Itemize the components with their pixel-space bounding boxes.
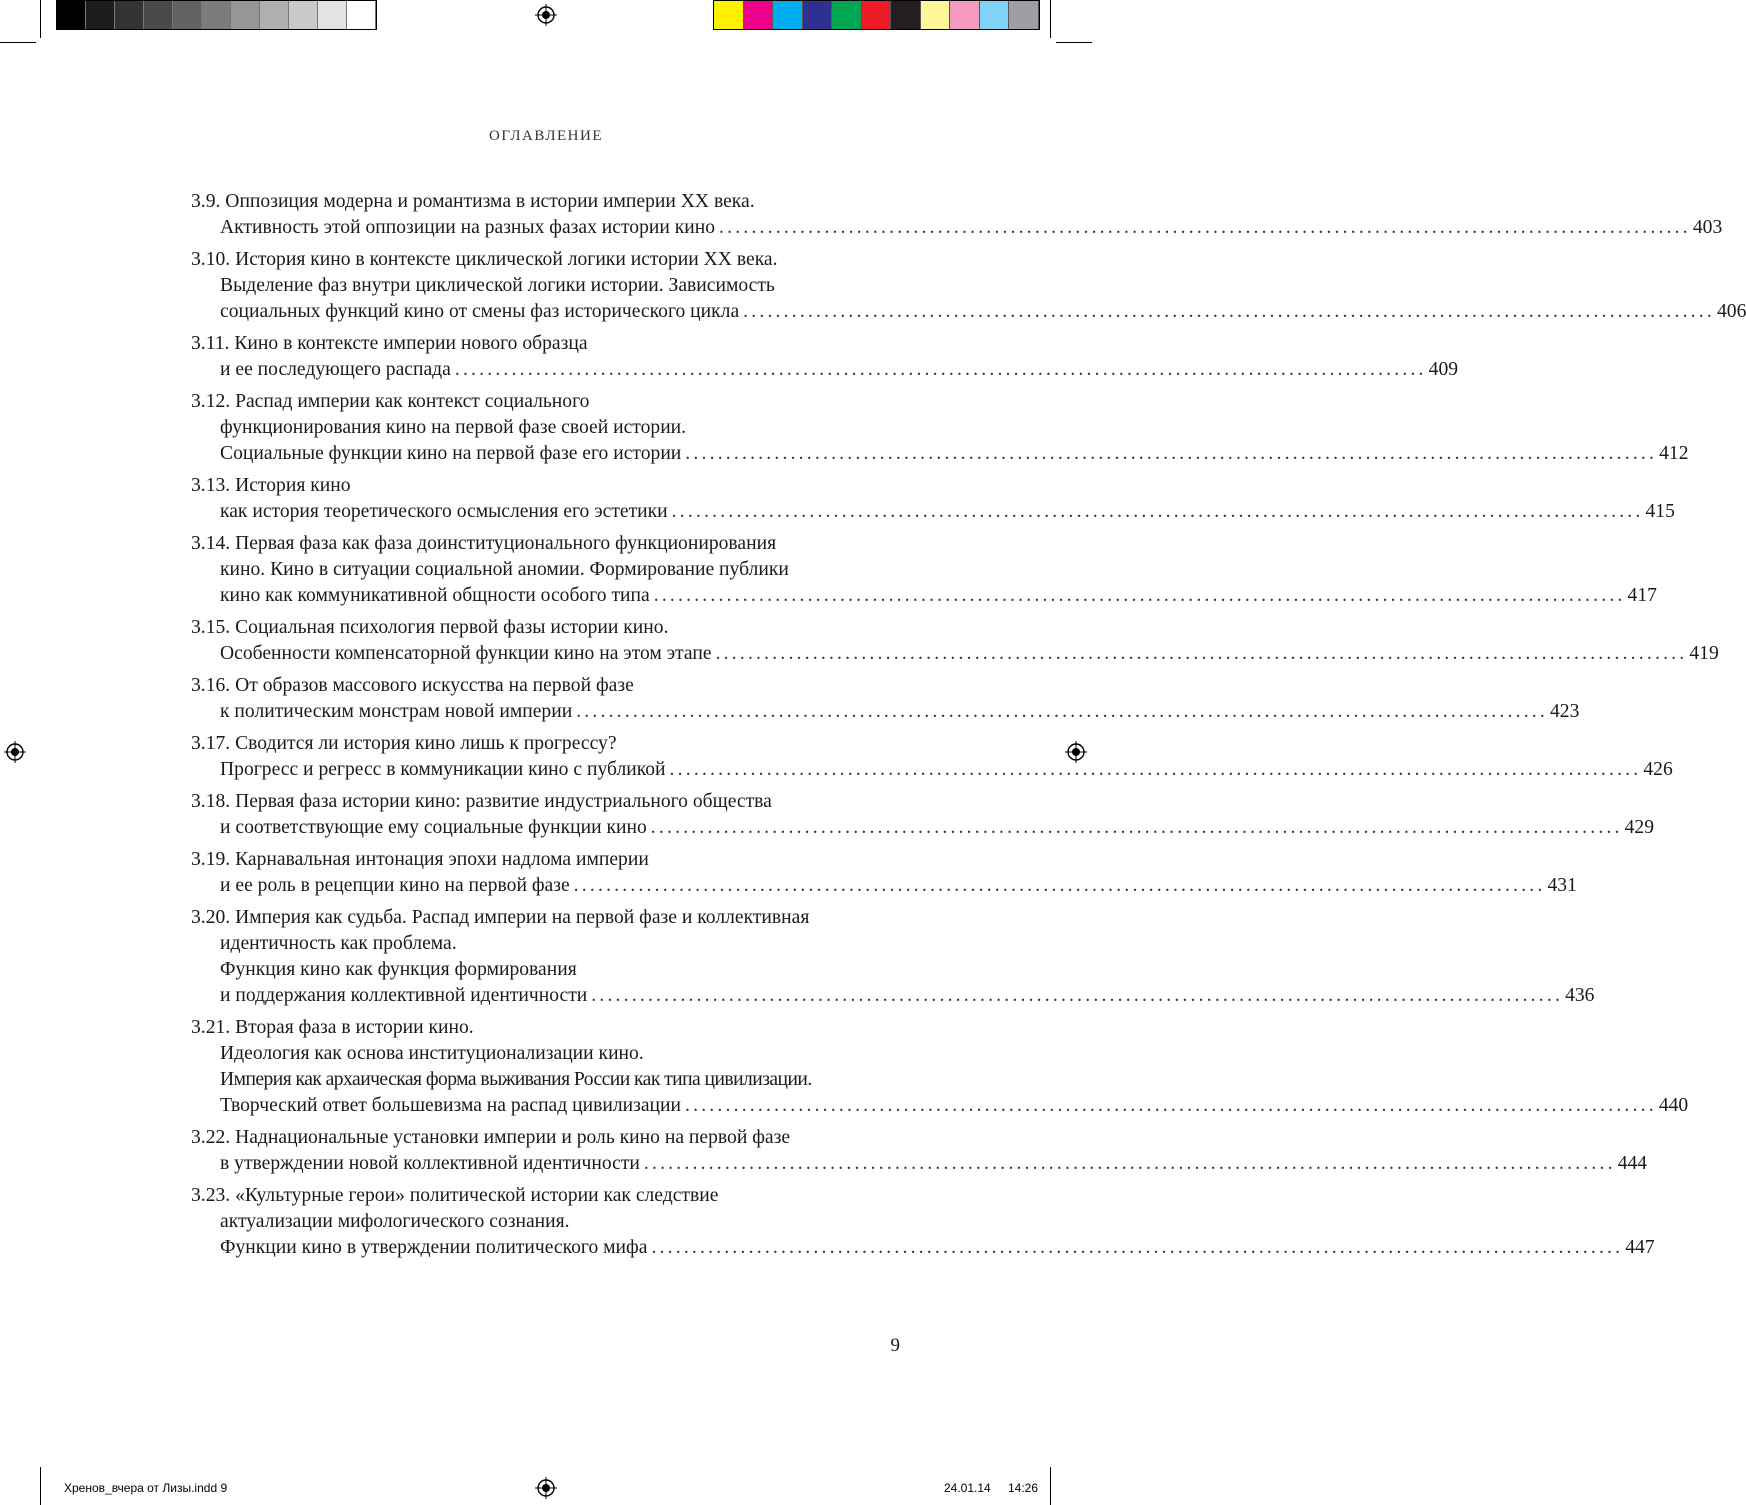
toc-entry-last-line bbox=[191, 699, 1580, 725]
color-swatch bbox=[980, 1, 1010, 29]
crop-mark bbox=[40, 0, 41, 38]
gray-swatch bbox=[202, 1, 231, 29]
toc-entry-text: кино. Кино в ситуации социальной аномии. Формирование публики bbox=[220, 559, 789, 580]
leader-dots: ........................................................................................................................ bbox=[650, 817, 1623, 838]
gray-swatch bbox=[57, 1, 86, 29]
toc-page-number: 409 bbox=[1428, 359, 1459, 380]
toc-entry-text: функционирования кино на первой фазе своей истории. bbox=[220, 417, 687, 438]
toc-entry[interactable] bbox=[191, 905, 1595, 1009]
toc-entry-text: как история теоретического осмысления его эстетики bbox=[220, 501, 668, 522]
toc-entry[interactable] bbox=[191, 331, 1459, 383]
toc-entry-text: Империя как архаическая форма выживания России как типа цивилизации. bbox=[220, 1069, 812, 1090]
crop-mark bbox=[40, 1467, 41, 1505]
crop-mark bbox=[1050, 1467, 1051, 1505]
color-swatch bbox=[862, 1, 892, 29]
color-swatch bbox=[773, 1, 803, 29]
toc-entry-last-line bbox=[191, 499, 1675, 525]
toc-page-number: 431 bbox=[1547, 875, 1577, 896]
toc-entry-text: идентичность как проблема. bbox=[220, 933, 457, 954]
color-swatch bbox=[1009, 1, 1039, 29]
toc-entry-text: кино как коммуникативной общности особого типа bbox=[220, 585, 650, 606]
toc-entry-last-line bbox=[191, 299, 1746, 325]
leader-dots: ........................................................................................................................ bbox=[719, 217, 1691, 238]
toc-entry-last-line bbox=[191, 983, 1595, 1009]
leader-dots: ........................................................................................................................ bbox=[576, 701, 1548, 722]
toc-entry-text: 3.16. От образов массового искусства на первой фазе bbox=[191, 675, 634, 696]
color-swatch bbox=[744, 1, 774, 29]
toc-page-number: 444 bbox=[1617, 1153, 1648, 1174]
running-head: ОГЛАВЛЕНИЕ bbox=[489, 128, 603, 144]
registration-mark-icon bbox=[535, 1477, 557, 1499]
toc-entry[interactable] bbox=[191, 789, 1654, 841]
toc-entry[interactable] bbox=[191, 1183, 1655, 1261]
color-bar bbox=[713, 0, 1040, 30]
toc-entry[interactable] bbox=[191, 189, 1723, 241]
registration-mark-icon bbox=[535, 4, 557, 26]
toc-page-number: 412 bbox=[1659, 443, 1689, 464]
toc-entry-text: в утверждении новой коллективной идентичности bbox=[220, 1153, 640, 1174]
leader-dots: ........................................................................................................................ bbox=[743, 301, 1715, 322]
toc-entry-text: 3.22. Наднациональные установки империи и роль кино на первой фазе bbox=[191, 1127, 791, 1148]
toc-page-number: 429 bbox=[1624, 817, 1654, 838]
gray-swatch bbox=[231, 1, 260, 29]
toc-entry-text: Особенности компенсаторной функции кино на этом этапе bbox=[220, 643, 712, 664]
gray-swatch bbox=[260, 1, 289, 29]
toc-page-number: 440 bbox=[1658, 1095, 1689, 1116]
slug-time: 14:26 bbox=[1008, 1481, 1039, 1495]
crop-mark bbox=[1056, 42, 1092, 43]
toc-entry[interactable] bbox=[191, 531, 1657, 609]
toc-entry-last-line bbox=[191, 583, 1657, 609]
toc-entry-text: 3.20. Империя как судьба. Распад империи на первой фазе и коллективная bbox=[191, 907, 810, 928]
slug-file: Хренов_вчера от Лизы.indd 9 bbox=[64, 1481, 228, 1495]
leader-dots: ........................................................................................................................ bbox=[653, 585, 1626, 606]
leader-dots: ........................................................................................................................ bbox=[685, 1095, 1657, 1116]
leader-dots: ........................................................................................................................ bbox=[685, 443, 1658, 464]
toc-entry-text: социальных функций кино от смены фаз исторического цикла bbox=[220, 301, 740, 322]
leader-dots: ........................................................................................................................ bbox=[651, 1237, 1624, 1258]
toc-entry-text: 3.10. История кино в контексте циклической логики истории XX века. bbox=[191, 249, 778, 270]
toc-entry-text: и ее роль в рецепции кино на первой фазе bbox=[220, 875, 570, 896]
toc-entry[interactable] bbox=[191, 1125, 1648, 1177]
color-swatch bbox=[921, 1, 951, 29]
color-swatch bbox=[832, 1, 862, 29]
toc-entry-text: 3.15. Социальная психология первой фазы истории кино. bbox=[191, 617, 669, 638]
toc-entry-text: Идеология как основа институционализации кино. bbox=[220, 1043, 644, 1064]
toc-entry-text: и поддержания коллективной идентичности bbox=[220, 985, 588, 1006]
toc-entry-text: Социальные функции кино на первой фазе его истории bbox=[220, 443, 682, 464]
toc-page-number: 406 bbox=[1716, 301, 1746, 322]
toc-entry-text: 3.21. Вторая фаза в истории кино. bbox=[191, 1017, 474, 1038]
gray-swatch bbox=[347, 1, 376, 29]
toc-page-number: 426 bbox=[1643, 759, 1673, 780]
gray-swatch bbox=[318, 1, 347, 29]
toc-entry-last-line bbox=[191, 1093, 1689, 1119]
toc-entry-text: Творческий ответ большевизма на распад цивилизации bbox=[220, 1095, 681, 1116]
toc-entry-last-line bbox=[191, 1151, 1648, 1177]
leader-dots: ........................................................................................................................ bbox=[715, 643, 1688, 664]
leader-dots: ........................................................................................................................ bbox=[573, 875, 1546, 896]
toc-entry[interactable] bbox=[191, 473, 1675, 525]
toc-entry-text: и ее последующего распада bbox=[220, 359, 451, 380]
color-swatch bbox=[803, 1, 833, 29]
toc-page-number: 415 bbox=[1645, 501, 1675, 522]
toc-entry-text: 3.23. «Культурные герои» политической истории как следствие bbox=[191, 1185, 719, 1206]
leader-dots: ........................................................................................................................ bbox=[591, 985, 1564, 1006]
color-swatch bbox=[891, 1, 921, 29]
toc-page-number: 436 bbox=[1565, 985, 1595, 1006]
toc-entry[interactable] bbox=[191, 1015, 1689, 1119]
toc-entry-text: актуализации мифологического сознания. bbox=[220, 1211, 570, 1232]
toc-entry-last-line bbox=[191, 757, 1673, 783]
crop-mark bbox=[1050, 0, 1051, 38]
toc-entry-text: Активность этой оппозиции на разных фазах истории кино bbox=[220, 217, 716, 238]
registration-mark-icon bbox=[4, 741, 26, 763]
toc-entry[interactable] bbox=[191, 673, 1580, 725]
toc-entry-last-line bbox=[191, 1235, 1655, 1261]
gray-swatch bbox=[115, 1, 144, 29]
toc-entry-last-line bbox=[191, 215, 1723, 241]
toc-page-number: 419 bbox=[1689, 643, 1719, 664]
gray-swatch bbox=[173, 1, 202, 29]
page-number: 9 bbox=[890, 1335, 900, 1356]
color-swatch bbox=[950, 1, 980, 29]
toc-entry-last-line bbox=[191, 357, 1459, 383]
toc-entry-text: 3.17. Сводится ли история кино лишь к прогрессу? bbox=[191, 733, 617, 754]
gray-swatch bbox=[144, 1, 173, 29]
toc-entry[interactable] bbox=[191, 247, 1746, 325]
toc-entry[interactable] bbox=[191, 389, 1689, 467]
toc-entry-text: и соответствующие ему социальные функции кино bbox=[220, 817, 647, 838]
toc-entry-text: 3.13. История кино bbox=[191, 475, 351, 496]
toc-page-number: 417 bbox=[1627, 585, 1657, 606]
gray-swatch bbox=[86, 1, 115, 29]
toc-entry-text: Функция кино как функция формирования bbox=[220, 959, 577, 980]
toc-entry-text: Выделение фаз внутри циклической логики истории. Зависимость bbox=[220, 275, 775, 296]
leader-dots: ........................................................................................................................ bbox=[454, 359, 1427, 380]
leader-dots: ........................................................................................................................ bbox=[669, 759, 1642, 780]
toc-entry-last-line bbox=[191, 441, 1689, 467]
toc-entry-last-line bbox=[191, 641, 1719, 667]
toc-entry-text: 3.19. Карнавальная интонация эпохи надлома империи bbox=[191, 849, 649, 870]
toc-entry-text: Функции кино в утверждении политического мифа bbox=[220, 1237, 648, 1258]
toc-page-number: 423 bbox=[1550, 701, 1580, 722]
toc-entry[interactable] bbox=[191, 615, 1719, 667]
slug-date: 24.01.14 bbox=[944, 1481, 991, 1495]
toc-entry-text: Прогресс и регресс в коммуникации кино с публикой bbox=[220, 759, 666, 780]
color-swatch bbox=[714, 1, 744, 29]
toc-entry-text: 3.14. Первая фаза как фаза доинституционального функционирования bbox=[191, 533, 777, 554]
toc-entry-text: 3.9. Оппозиция модерна и романтизма в истории империи XX века. bbox=[191, 191, 755, 212]
toc-entry-text: 3.18. Первая фаза истории кино: развитие индустриального общества bbox=[191, 791, 772, 812]
grayscale-bar bbox=[56, 0, 377, 30]
toc-entry-text: к политическим монстрам новой империи bbox=[220, 701, 573, 722]
toc-page-number: 403 bbox=[1692, 217, 1723, 238]
table-of-contents bbox=[191, 189, 1746, 1267]
toc-entry-last-line bbox=[191, 815, 1654, 841]
leader-dots: ........................................................................................................................ bbox=[671, 501, 1644, 522]
leader-dots: ........................................................................................................................ bbox=[643, 1153, 1616, 1174]
toc-page-number: 447 bbox=[1625, 1237, 1655, 1258]
crop-mark bbox=[0, 42, 36, 43]
toc-entry[interactable] bbox=[191, 731, 1673, 783]
toc-entry-text: 3.11. Кино в контексте империи нового образца bbox=[191, 333, 588, 354]
toc-entry[interactable] bbox=[191, 847, 1577, 899]
gray-swatch bbox=[289, 1, 318, 29]
toc-entry-last-line bbox=[191, 873, 1577, 899]
toc-entry-text: 3.12. Распад империи как контекст социального bbox=[191, 391, 590, 412]
